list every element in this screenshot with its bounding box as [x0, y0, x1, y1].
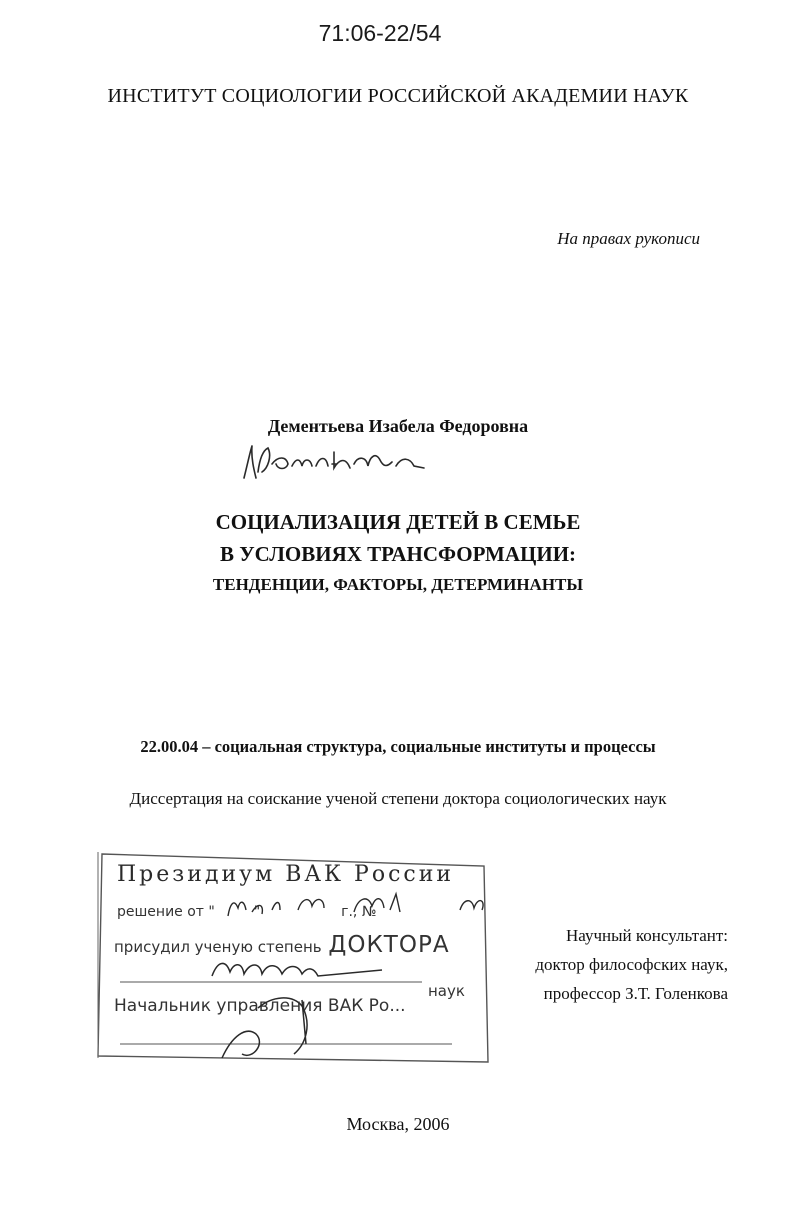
manuscript-rights-note: На правах рукописи — [557, 229, 700, 248]
stamp-awarded-degree: ДОКТОРА — [328, 932, 450, 958]
stamp-head-line: Начальник управления ВАК Ро... — [114, 996, 406, 1016]
consultant-name: профессор З.Т. Голенкова — [543, 984, 728, 1003]
stamp-handwriting — [92, 848, 490, 1068]
consultant-degree: доктор философских наук, — [535, 955, 728, 974]
city-year: Москва, 2006 — [346, 1114, 450, 1134]
specialty-code: 22.00.04 – социальная структура, социальные институты и процессы — [140, 737, 656, 756]
author-name: Дементьева Изабела Федоровна — [267, 416, 529, 436]
archive-code: 71:06-22/54 — [318, 20, 442, 46]
stamp-title: Президиум ВАК России — [117, 862, 455, 887]
title-line-3: ТЕНДЕНЦИИ, ФАКТОРЫ, ДЕТЕРМИНАНТЫ — [212, 575, 584, 594]
title-line-2: В УСЛОВИЯХ ТРАНСФОРМАЦИИ: — [219, 542, 577, 566]
author-signature — [238, 438, 428, 482]
title-line-1: СОЦИАЛИЗАЦИЯ ДЕТЕЙ В СЕМЬЕ — [215, 510, 581, 534]
stamp-science-suffix: наук — [428, 982, 465, 1000]
institute-name: ИНСТИТУТ СОЦИОЛОГИИ РОССИЙСКОЙ АКАДЕМИИ НАУК — [107, 85, 689, 107]
stamp-decision-mid: " — [253, 904, 261, 920]
stamp-decision-prefix: решение от " — [117, 904, 215, 920]
dissertation-statement: Диссертация на соискание ученой степени доктора социологических наук — [129, 789, 667, 808]
stamp-decision-year: г., № — [341, 904, 377, 920]
stamp-awarded-prefix: присудил ученую степень — [114, 938, 322, 956]
vak-stamp — [92, 848, 490, 1068]
consultant-label: Научный консультант: — [566, 926, 728, 945]
